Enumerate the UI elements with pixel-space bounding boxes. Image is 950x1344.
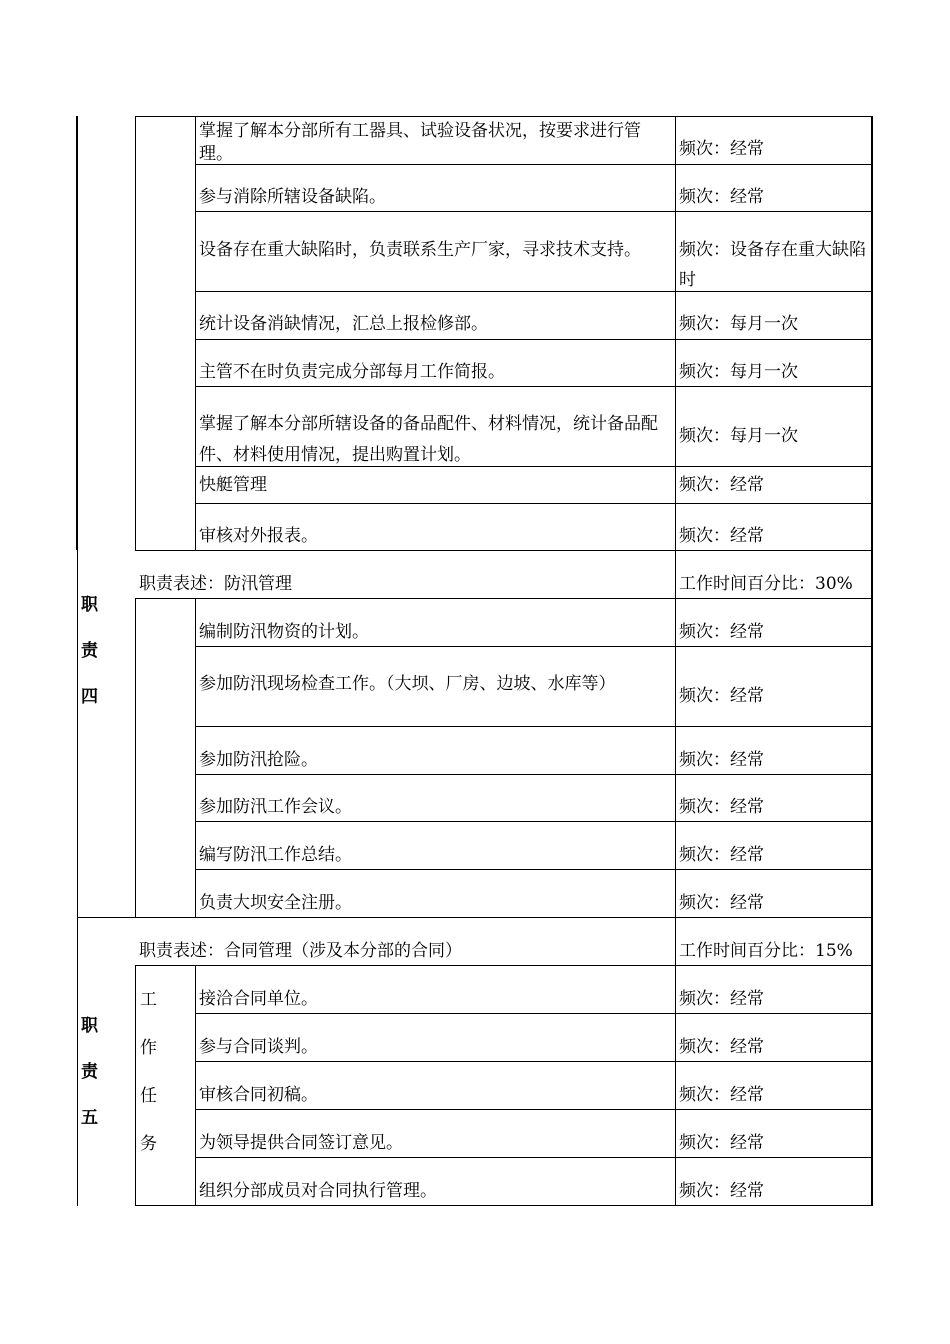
task-frequency: 频次：经常 [679,797,764,817]
table-border [195,965,196,1206]
duty4-side-char: 职 [81,595,98,615]
table-border [195,211,873,212]
table-border [135,965,136,1206]
task-text: 掌握了解本分部所有工器具、试验设备状况，按要求进行管理。 [199,121,641,164]
duty4-side-char: 责 [81,641,98,661]
table-border [195,386,873,387]
duty5-side-char: 职 [81,1016,98,1036]
task-text: 负责大坝安全注册。 [199,893,352,913]
duty5-side-label [81,1003,98,1141]
task-text: 参加防汛现场检查工作。（大坝、厂房、边坡、水库等） [199,674,616,694]
task-text: 为领导提供合同签订意见。 [199,1133,403,1153]
duty5-side-char: 责 [81,1062,98,1082]
task-text: 编写防汛工作总结。 [199,845,352,865]
task-text: 审核对外报表。 [199,526,318,546]
task-frequency: 频次：经常 [679,526,764,546]
task-text: 掌握了解本分部所辖设备的备品配件、材料情况，统计备品配件、材料使用情况，提出购置计划。 [199,414,658,465]
task-text: 设备存在重大缺陷时，负责联系生产厂家，寻求技术支持。 [199,240,641,260]
task-frequency: 频次：每月一次 [679,314,798,334]
table-border [195,1061,873,1062]
table-border [76,116,78,550]
table-border [195,726,873,727]
task-text: 参与消除所辖设备缺陷。 [199,187,386,207]
table-border [195,339,873,340]
task-frequency: 频次：经常 [679,475,764,495]
duty5-header-pct: 工作时间百分比：15% [679,941,853,961]
work-task-label [140,976,157,1168]
table-border [135,1205,873,1206]
task-frequency: 频次：经常 [679,187,764,207]
table-border [135,598,136,917]
task-text: 审核合同初稿。 [199,1085,318,1105]
task-text: 组织分部成员对合同执行管理。 [199,1181,437,1201]
task-frequency: 频次：经常 [679,1037,764,1057]
table-border [675,116,676,1206]
table-border [195,116,196,550]
task-text: 编制防汛物资的计划。 [199,622,369,642]
task-frequency: 频次：经常 [679,139,764,159]
duty4-side-char: 四 [81,687,98,707]
task-text: 参加防汛工作会议。 [199,797,352,817]
table-border [195,1109,873,1110]
task-frequency: 频次：设备存在重大缺陷时 [679,240,866,290]
task-frequency: 频次：经常 [679,750,764,770]
task-frequency: 频次：每月一次 [679,362,798,382]
table-border [195,869,873,870]
task-frequency: 频次：经常 [679,1085,764,1105]
table-border [195,1013,873,1014]
table-border [195,774,873,775]
task-frequency: 频次：经常 [679,1133,764,1153]
table-border [135,550,873,551]
task-frequency: 频次：经常 [679,686,764,706]
table-border [77,550,78,1206]
work-task-char: 工 [140,990,157,1010]
table-border [135,965,873,966]
task-text: 参加防汛抢险。 [199,750,318,770]
work-task-char: 作 [140,1038,157,1058]
table-border [195,646,873,647]
table-border [871,116,873,1206]
task-text: 接洽合同单位。 [199,989,318,1009]
duty5-header-label: 职责表述：合同管理（涉及本分部的合同） [139,941,462,961]
work-task-char: 任 [140,1086,157,1106]
table-border [195,1157,873,1158]
table-border [135,598,873,599]
task-text: 参与合同谈判。 [199,1037,318,1057]
task-text: 主管不在时负责完成分部每月工作简报。 [199,362,505,382]
work-task-char: 务 [140,1134,157,1154]
task-text: 统计设备消缺情况，汇总上报检修部。 [199,314,488,334]
task-text: 快艇管理 [199,475,267,495]
task-frequency: 频次：经常 [679,622,764,642]
task-frequency: 频次：每月一次 [679,426,798,446]
task-frequency: 频次：经常 [679,845,764,865]
table-border [135,116,136,550]
task-frequency: 频次：经常 [679,893,764,913]
table-border [77,917,873,918]
task-frequency: 频次：经常 [679,1181,764,1201]
duty4-side-label [81,582,98,720]
duty5-side-char: 五 [81,1108,98,1128]
table-border [195,821,873,822]
task-frequency: 频次：经常 [679,989,764,1009]
duty4-header-label: 职责表述：防汛管理 [139,574,292,594]
table-border [195,503,873,504]
duty4-header-pct: 工作时间百分比：30% [679,574,853,594]
table-border [135,116,873,117]
